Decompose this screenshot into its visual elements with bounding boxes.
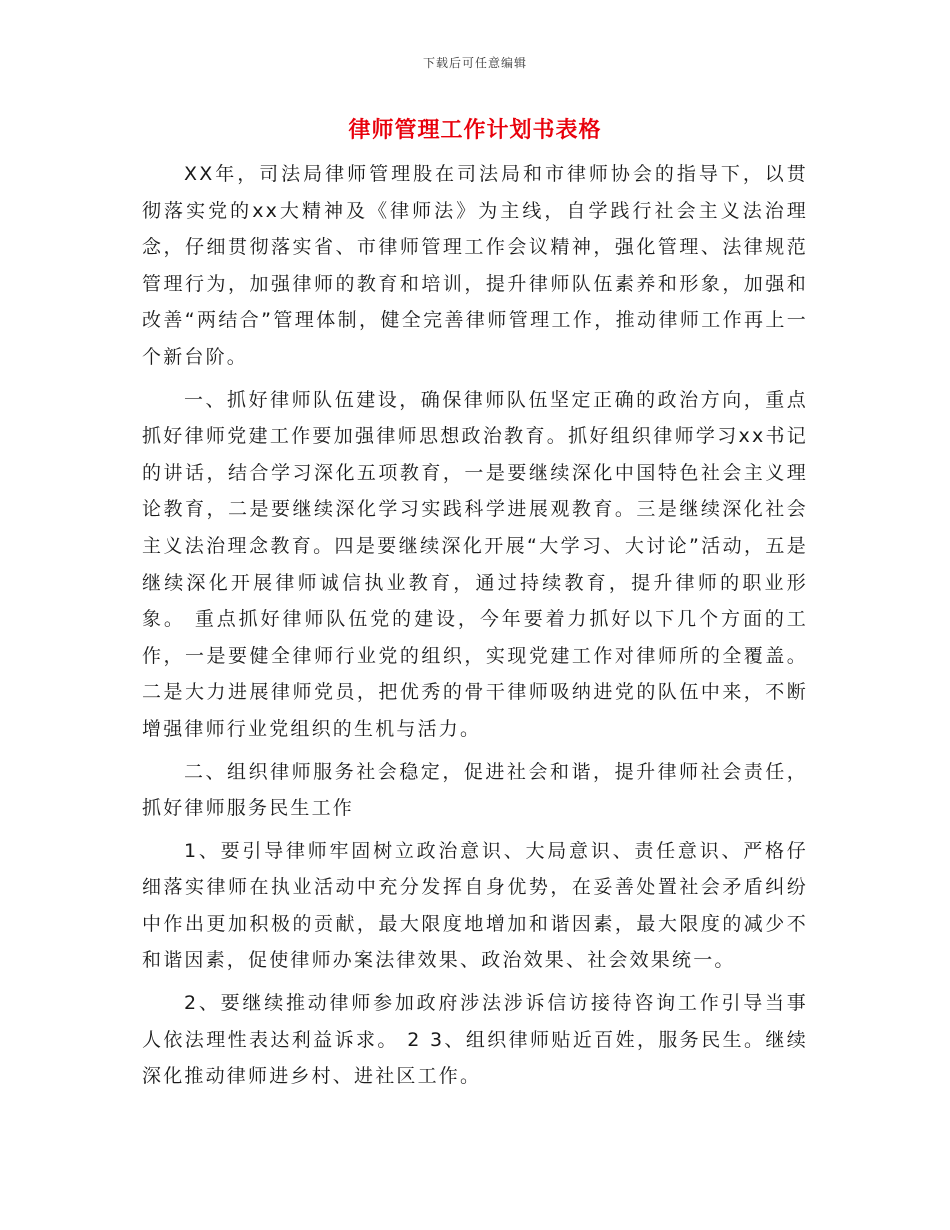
paragraph-item-1: 1、要引导律师牢固树立政治意识、大局意识、责任意识、严格仔细落实律师在执业活动中充分发挥自身优势，在妥善处置社会矛盾纠纷中作出更加积极的贡献，最大限度地增加和谐因素，最大限度的减少不和谐因素，促使律师办案法律效果、政治效果、社会效果统一。 — [142, 839, 808, 972]
paragraph-intro: XX年，司法局律师管理股在司法局和市律师协会的指导下，以贯彻落实党的xx大精神及《律师法》为主线，自学践行社会主义法治理念，仔细贯彻落实省、市律师管理工作会议精神，强化管理、法律规范管理行为，加强律师的教育和培训，提升律师队伍素养和形象，加强和改善“两结合”管理体制，健全完善律师管理工作，推动律师工作再上一个新台阶。 — [142, 163, 808, 368]
document-title: 律师管理工作计划书表格 — [348, 118, 602, 143]
paragraph-section-1: 一、抓好律师队伍建设，确保律师队伍坚定正确的政治方向，重点抓好律师党建工作要加强律师思想政治教育。抓好组织律师学习xx书记的讲话，结合学习深化五项教育，一是要继续深化中国特色社会主义理论教育，二是要继续深化学习实践科学进展观教育。三是继续深化社会主义法治理念教育。四是要继续深化开展“大学习、大讨论”活动，五是继续深化开展律师诚信执业教育，通过持续教育，提升律师的职业形象。 重点抓好律师队伍党的建设，今年要着力抓好以下几个方面的工作，一是要健全律师行业党的组织，实现党建工作对律师所的全覆盖。二是大力进展律师党员，把优秀的骨干律师吸纳进党的队伍中来，不断增强律师行业党组织的生机与活力。 — [142, 388, 808, 740]
document-body — [142, 156, 808, 1101]
header-note: 下载后可任意编辑 — [422, 56, 527, 70]
paragraph-section-2: 二、组织律师服务社会稳定，促进社会和谐，提升律师社会责任，抓好律师服务民生工作 — [142, 760, 808, 820]
paragraph-item-2: 2、要继续推动律师参加政府涉法涉诉信访接待咨询工作引导当事人依法理性表达利益诉求。 2 3、组织律师贴近百姓，服务民生。继续深化推动律师进乡村、进社区工作。 — [142, 992, 808, 1088]
